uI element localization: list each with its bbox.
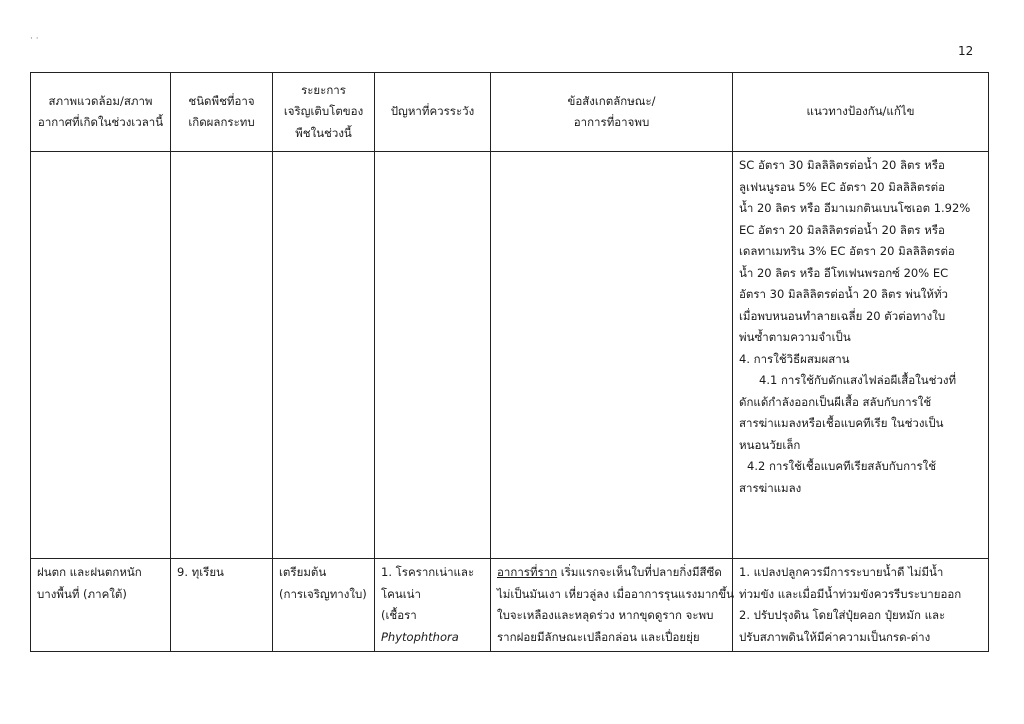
header-row	[31, 73, 989, 152]
cell-environment	[31, 152, 171, 559]
table-row-durian	[31, 559, 989, 652]
page-number: 12	[958, 44, 974, 58]
advisory-table	[30, 72, 989, 652]
cell-environment: ฝนตก และฝนตกหนัก บางพื้นที่ (ภาคใต้)	[31, 559, 171, 652]
cell-crop: 9. ทุเรียน	[171, 559, 273, 652]
table-row-continued	[31, 152, 989, 559]
cell-symptoms	[491, 152, 733, 559]
cell-prevention: 1. แปลงปลูกควรมีการระบายน้ำดี ไม่มีน้ำ ท่วมขัง และเมื่อมีน้ำท่วมขังควรรีบระบายออก 2. ปรับปรุงดิน โดยใส่ปุ๋ยคอก ปุ๋ยหมัก และ ปรับสภาพดินให้มีค่าความเป็นกรด-ด่าง	[733, 559, 989, 652]
header-crop: ชนิดพืชที่อาจ เกิดผลกระทบ	[171, 73, 273, 152]
cell-problem: 1. โรครากเน่าและ โคนเน่า (เชื้อรา Phytophthora	[375, 559, 491, 652]
header-stage: ระยะการ เจริญเติบโตของ พืชในช่วงนี้	[273, 73, 375, 152]
cell-stage	[273, 152, 375, 559]
pathogen-name: Phytophthora	[381, 629, 459, 644]
scan-marks: · ·	[30, 34, 39, 44]
header-environment: สภาพแวดล้อม/สภาพ อากาศที่เกิดในช่วงเวลานี้	[31, 73, 171, 152]
cell-symptoms: อาการที่ราก เริ่มแรกจะเห็นใบที่ปลายกิ่งมีสีซีด ไม่เป็นมันเงา เหี่ยวลู่ลง เมื่ออาการรุนแรงมากขึ้น ใบจะเหลืองและหลุดร่วง หากขุดดูราก จะพบ รากฝอยมีลักษณะเปลือกล่อน และเปื่อยยุ่ย	[491, 559, 733, 652]
header-prevention: แนวทางป้องกัน/แก้ไข	[733, 73, 989, 152]
cell-crop	[171, 152, 273, 559]
header-symptoms: ข้อสังเกตลักษณะ/ อาการที่อาจพบ	[491, 73, 733, 152]
cell-prevention: SC อัตรา 30 มิลลิลิตรต่อน้ำ 20 ลิตร หรือ ลูเฟนนูรอน 5% EC อัตรา 20 มิลลิลิตรต่อ น้ำ 20 ลิตร หรือ อีมาเมกตินเบนโซเอต 1.92% EC อัตรา 20 มิลลิลิตรต่อน้ำ 20 ลิตร หรือ เดลทาเมทริน 3% EC อัตรา 20 มิลลิลิตรต่อ น้ำ 20 ลิตร หรือ อีโทเฟนพรอกซ์ 20% EC อัตรา 30 มิลลิลิตรต่อน้ำ 20 ลิตร พ่นให้ทั่ว เมื่อพบหนอนทำลายเฉลี่ย 20 ตัวต่อทางใบ พ่นซ้ำตามความจำเป็น 4. การใช้วิธีผสมผสาน 4.1 การใช้กับดักแสงไฟล่อผีเสื้อในช่วงที่ ดักแด้กำลังออกเป็นผีเสื้อ สลับกับการใช้ สารฆ่าแมลงหรือเชื้อแบคทีเรีย ในช่วงเป็น หนอนวัยเล็ก 4.2 การใช้เชื้อแบคทีเรียสลับกับการใช้ สารฆ่าแมลง	[733, 152, 989, 559]
symptoms-label: อาการที่ราก	[497, 565, 558, 579]
cell-stage: เตรียมต้น (การเจริญทางใบ)	[273, 559, 375, 652]
header-problem: ปัญหาที่ควรระวัง	[375, 73, 491, 152]
cell-problem	[375, 152, 491, 559]
